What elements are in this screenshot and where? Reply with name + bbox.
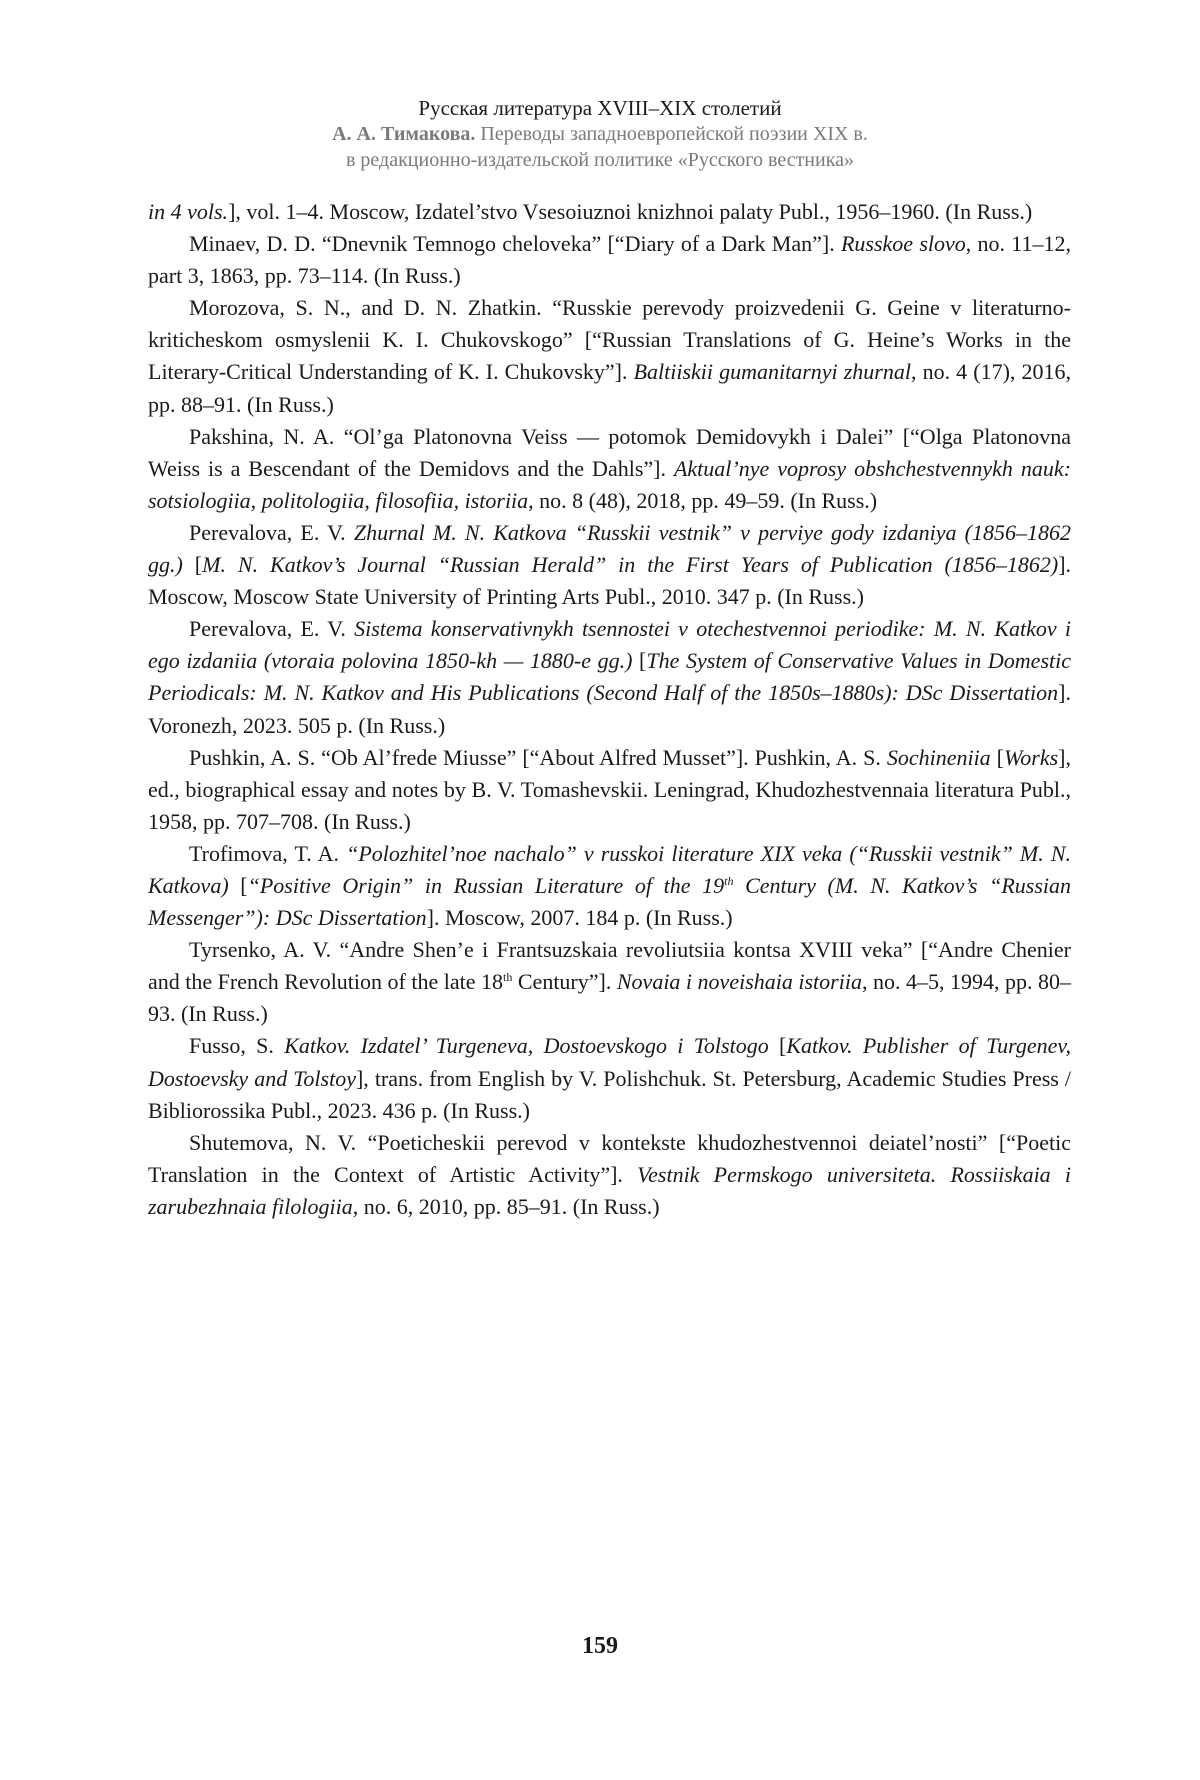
- reference-text-italic: Sochineniia: [886, 744, 991, 770]
- reference-text: Shutemova, N. V. “Poeticheskii perevod v kontekste khudozhestvennoi deiatel’nosti” [“Poetic Translation in the Context of Artistic Activity”].: [148, 1129, 1071, 1187]
- reference-text: , no. 4–5, 1994, pp. 80–93. (In Russ.): [148, 969, 1072, 1027]
- reference-text: ], ed., biographical essay and notes by B. V. Tomashevskii. Leningrad, Khudozhestvennaia literatura Publ., 1958, pp. 707–708. (In Russ.): [148, 744, 1071, 834]
- reference-text-italic: Vestnik Permskogo universiteta. Rossiiskaia i zarubezhnaia filologiia: [148, 1161, 1072, 1219]
- reference-text: , no. 11–12, part 3, 1863, pp. 73–114. (In Russ.): [148, 231, 1071, 289]
- reference-text-italic: “Polozhitel’noe nachalo” v russkoi literature XIX veka (“Russkii vestnik” M. N. Katkova): [148, 840, 1071, 898]
- reference-text: Morozova, S. N., and D. N. Zhatkin. “Russkie perevody proizvedenii G. Geine v literaturno-kriticheskom osmyslenii K. I. Chukovskogo” [“Russian Translations of G. Heine’s Works in the Literary-Critical Understanding of K. I. Chukovsky”].: [148, 295, 1071, 385]
- reference-list: [148, 196, 1071, 1223]
- reference-entry: [148, 613, 1071, 741]
- reference-text-italic: Baltiiskii gumanitarnyi zhurnal: [633, 359, 911, 385]
- page-number: 159: [582, 1633, 618, 1659]
- reference-text: Tyrsenko, A. V. “Andre Shen’e i Frantsuzskaia revoliutsiia kontsa XVIII veka” [“Andre Chenier and the French Revolution of the late 18: [148, 937, 1071, 995]
- reference-text: Century”].: [512, 969, 617, 995]
- reference-text-italic: Katkov. Izdatel’ Turgeneva, Dostoevskogo i Tolstogo: [284, 1033, 769, 1059]
- article-title-line-2: в редакционно-издательской политике «Русского вестника»: [345, 149, 855, 171]
- reference-text: ]. Moscow, Moscow State University of Printing Arts Publ., 2010. 347 p. (In Russ.): [148, 552, 1072, 610]
- article-title-line-1: [0, 121, 1200, 147]
- reference-text: , no. 8 (48), 2018, pp. 49–59. (In Russ.): [528, 487, 878, 513]
- reference-text: Perevalova, E. V.: [189, 519, 354, 545]
- reference-text-italic: Sistema konservativnykh tsennostei v otechestvennoi periodike: M. N. Katkov i ego izdaniia (vtoraia polovina 1850-kh — 1880-e gg.): [148, 616, 1071, 674]
- reference-text: ]. Moscow, 2007. 184 p. (In Russ.): [426, 905, 733, 931]
- superscript: th: [503, 970, 513, 985]
- reference-text-italic: Zhurnal M. N. Katkova “Russkii vestnik” v perviye gody izdaniya (1856–1862 gg.): [148, 519, 1072, 578]
- reference-entry: [148, 421, 1071, 517]
- reference-text: [: [632, 648, 647, 674]
- reference-text-italic: Works: [1003, 744, 1059, 770]
- reference-text: Fusso, S.: [189, 1033, 285, 1059]
- reference-entry: [148, 1030, 1071, 1126]
- reference-text-italic: Novaia i noveishaia istoriia: [616, 969, 862, 995]
- article-title-part-1: Переводы западноевропейской поэзии XIX в.: [480, 123, 868, 145]
- journal-title: Русская литература XVIII–XIX столетий: [418, 96, 782, 120]
- reference-text: [: [228, 872, 248, 898]
- reference-text-italic: in 4 vols.: [148, 199, 229, 224]
- reference-text: [: [182, 552, 203, 578]
- reference-text: ]. Voronezh, 2023. 505 p. (In Russ.): [148, 680, 1071, 738]
- reference-entry: [148, 196, 1071, 228]
- reference-text-italic: Aktual’nye voprosy obshchestvennykh nauk: sotsiologiia, politologiia, filosofiia, istoriia: [148, 455, 1071, 513]
- reference-entry: [148, 1127, 1071, 1223]
- reference-text: , no. 6, 2010, pp. 85–91. (In Russ.): [352, 1193, 660, 1219]
- reference-text-italic: “Positive Origin” in Russian Literature of the 19: [247, 872, 725, 898]
- reference-text-italic: The System of Conservative Values in Domestic Periodicals: M. N. Katkov and His Publications (Second Half of the 1850s–1880s): DSc Dissertation: [148, 648, 1071, 706]
- reference-text: Pakshina, N. A. “Ol’ga Platonovna Veiss — potomok Demidovykh i Dalei” [“Olga Platonovna Weiss is a Bescendant of the Demidovs and the Dahls”].: [148, 423, 1071, 481]
- reference-text-italic: M. N. Katkov’s Journal “Russian Herald” in the First Years of Publication (1856–1862): [202, 552, 1059, 578]
- reference-entry: [148, 228, 1071, 292]
- reference-entry: [148, 517, 1071, 613]
- reference-entry: [148, 292, 1071, 420]
- reference-text: Minaev, D. D. “Dnevnik Temnogo cheloveka” [“Diary of a Dark Man”].: [189, 231, 841, 257]
- reference-text-italic: Century (M. N. Katkov’s “Russian Messenger”): DSc Dissertation: [148, 872, 1072, 931]
- article-author: А. А. Тимакова.: [332, 123, 476, 145]
- reference-text-italic: Katkov. Publisher of Turgenev, Dostoevsky and Tolstoy: [148, 1033, 1072, 1091]
- reference-text: Trofimova, T. A.: [189, 840, 347, 866]
- running-header: [0, 95, 1200, 173]
- reference-text: Pushkin, A. S. “Ob Al’frede Miusse” [“About Alfred Musset”]. Pushkin, A. S.: [189, 744, 887, 770]
- reference-entry: [148, 838, 1071, 934]
- reference-text-italic: th: [724, 873, 734, 888]
- reference-text: Perevalova, E. V.: [189, 616, 355, 642]
- reference-text: ], vol. 1–4. Moscow, Izdatel’stvo Vsesoiuznoi knizhnoi palaty Publ., 1956–1960. (In Russ.): [228, 199, 1033, 224]
- reference-entry: [148, 934, 1071, 1030]
- reference-text: , no. 4 (17), 2016, pp. 88–91. (In Russ.): [148, 359, 1071, 417]
- reference-text: [: [990, 744, 1004, 770]
- reference-text-italic: Russkoe slovo: [840, 231, 966, 257]
- reference-text: [: [768, 1033, 787, 1059]
- reference-text: ], trans. from English by V. Polishchuk. St. Petersburg, Academic Studies Press / Bibliorossika Publ., 2023. 436 p. (In Russ.): [148, 1065, 1071, 1123]
- reference-entry: [148, 742, 1071, 838]
